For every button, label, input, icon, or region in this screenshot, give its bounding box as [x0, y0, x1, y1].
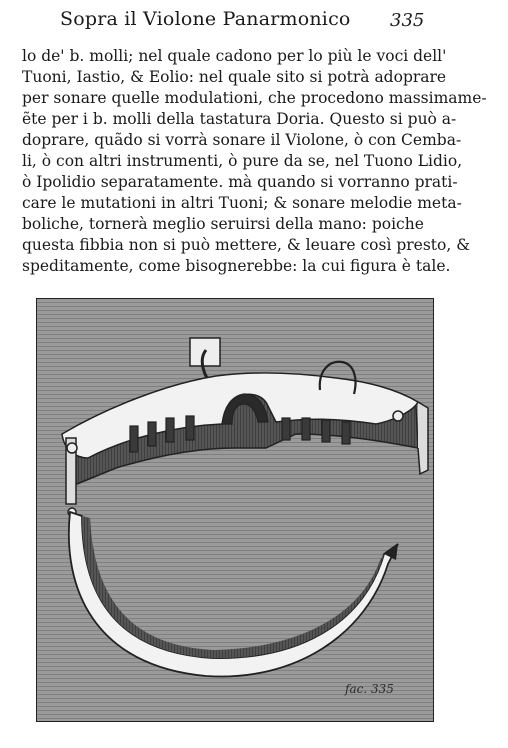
rivet-icon — [67, 443, 77, 453]
text-line: care le mutationi in altri Tuoni; & sonare melodie meta- — [22, 194, 462, 212]
text-line: ò Ipolidio separatamente. mà quando si vorranno prati- — [22, 173, 458, 191]
text-line: doprare, quãdo si vorrà sonare il Violone, ò con Cemba- — [22, 131, 462, 149]
text-line: per sonare quelle modulationi, che procedono massimame- — [22, 89, 487, 107]
text-line: lo de' b. molli; nel quale cadono per lo più le voci dell' — [22, 47, 447, 65]
plate-reference: fac. 335 — [345, 682, 394, 696]
end-bracket — [418, 402, 428, 474]
rivet-icon — [393, 411, 403, 421]
text-line: li, ò con altri instrumenti, ò pure da se, nel Tuono Lidio, — [22, 152, 463, 170]
text-line: boliche, tornerà meglio seruirsi della mano: poiche — [22, 215, 424, 233]
running-title: Sopra il Violone Panarmonico — [60, 8, 351, 30]
text-line: ẽte per i b. molli della tastatura Doria. Questo si può a- — [22, 110, 457, 128]
page-number: 335 — [390, 10, 425, 31]
engraved-plate — [36, 298, 434, 722]
text-line: Tuoni, Iastio, & Eolio: nel quale sito si potrà adoprare — [22, 68, 447, 86]
body-text — [22, 46, 487, 277]
text-line: questa fibbia non si può mettere, & leuare così presto, & — [22, 236, 471, 254]
clasp-illustration — [36, 298, 434, 722]
text-line: speditamente, come bisognerebbe: la cui figura è tale. — [22, 257, 451, 275]
